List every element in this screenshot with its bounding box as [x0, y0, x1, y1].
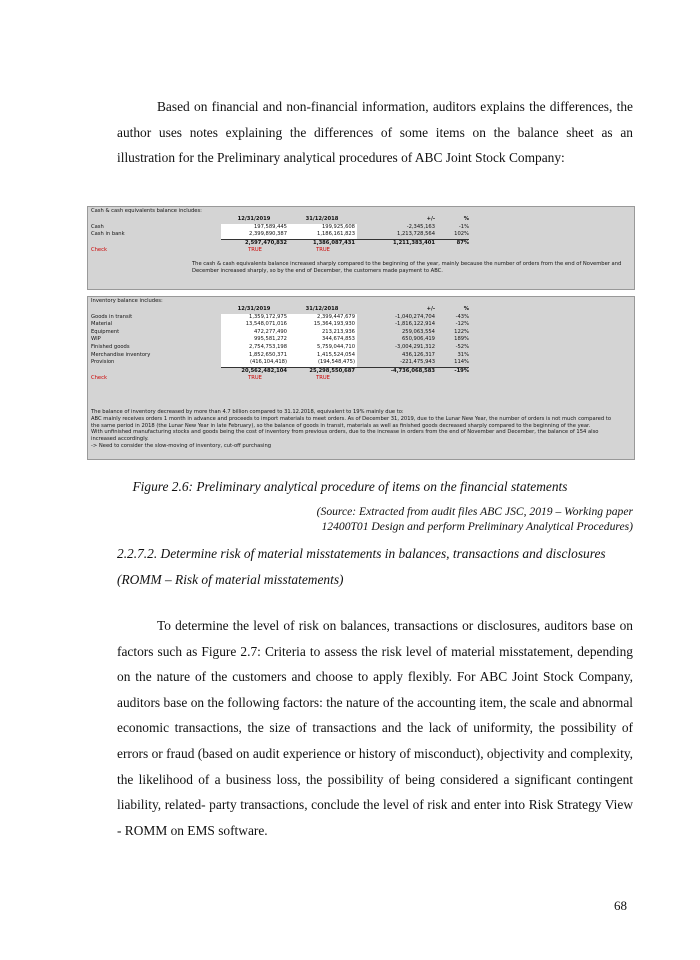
body-paragraph: To determine the level of risk on balances, transactions or disclosures, auditors base on factors such as Figure 2.7: Criteria to assess the risk level of material misstatement, depending on the nature of the customers and choose to apply flexibly. For ABC Joint Stock Company, auditors base on the following factors: the nature of the accounting item, the scale and abnormal economic transactions, the size of transactions and the lack of uniformity, the possibility of errors or fraud (based on audit experience or history of misconduct), objectivity and complexity, the likelihood of a business loss, the possibility of being considered a significant contingent liability, related- party transactions, conclude the level of risk and enter into Risk Strategy View - ROMM on EMS software. — [117, 618, 633, 838]
inventory-table-header: Inventory balance includes: — [91, 298, 163, 304]
table-row: Finished goods 2,754,753,198 5,759,044,710 -3,004,291,312 -52% — [91, 343, 469, 350]
table-row: Material 13,548,071,016 15,364,193,930 -1,816,122,914 -12% — [91, 321, 469, 328]
table-row: Merchandise inventory 1,852,650,371 1,415,524,054 436,126,317 31% — [91, 351, 469, 358]
table-row: Equipment 472,277,490 213,213,936 259,063,554 122% — [91, 328, 469, 335]
col-pct: % — [463, 216, 469, 222]
cash-balance-figure — [87, 206, 635, 290]
figure-source: (Source: Extracted from audit files ABC JSC, 2019 – Working paper 12400T01 Design and perform Preliminary Analytical Procedures) — [316, 505, 633, 533]
intro-paragraph: Based on financial and non-financial information, auditors explains the differences, the author uses notes explaining the differences of some items on the balance sheet as an illustration for the Preliminary analytical procedures of ABC Joint Stock Company: — [117, 99, 633, 166]
col-2019: 12/31/2019 — [237, 216, 271, 222]
inventory-balance-figure — [87, 296, 635, 460]
table-row: WIP 995,581,272 344,674,853 650,906,419 189% — [91, 336, 469, 343]
table-row: Cash in bank 2,399,890,387 1,186,161,823 1,213,728,564 102% — [91, 231, 469, 238]
table-row: Cash 197,589,445 199,925,608 -2,345,163 -1% — [91, 223, 469, 230]
cash-table-header: Cash & cash equivalents balance includes: — [91, 208, 202, 214]
cash-table — [91, 216, 469, 255]
table-row: Goods in transit 1,359,172,975 2,399,447,679 -1,040,274,704 -43% — [91, 313, 469, 320]
page-number: 68 — [614, 898, 627, 913]
total-row: 20,562,482,104 25,298,550,687 -4,736,068,583 -19% — [91, 367, 469, 375]
check-row: Check TRUE TRUE — [91, 375, 330, 382]
check-row: Check TRUE TRUE — [91, 247, 330, 254]
cash-note: The cash & cash equivalents balance increased sharply compared to the beginning of the year, mainly because the number of orders from the end of November and December increased sharply, so by the end of December, the customers made payment to ABC. — [192, 261, 622, 274]
section-heading: 2.2.7.2. Determine risk of material misstatements in balances, transactions and disclosures (ROMM – Risk of material misstatements) — [117, 546, 606, 587]
col-diff: +/- — [426, 216, 435, 222]
table-row: Provision (416,104,418) (194,548,475) -221,475,943 114% — [91, 359, 469, 366]
inventory-notes: The balance of inventory decreased by more than 4.7 billion compared to 31.12.2018, equivalent to 19% mainly due to: ABC mainly receives orders 1 month in advance and proceeds to import materials to meet orders. As of December 31, 2019, due to the Lunar New Year, the number of orders is not much compared to the same period in 2018 (the Lunar New Year in late February), so the balance of goods in transit, materials as well as finished goods decreased sharply compared to the beginning of the year. With unfinished manufacturing stocks and goods being the cost of inventory from previous orders, due to the increase in orders from the end of November and December, the balance of 154 also increased accordingly. -> Need to consider the slow-moving of inventory, cut-off purchasing — [91, 409, 612, 449]
col-2018: 31/12/2018 — [305, 216, 339, 222]
figure-caption: Figure 2.6: Preliminary analytical procedure of items on the financial statements — [132, 479, 568, 494]
inventory-table: 12/31/2019 31/12/2018 +/- % Goods in transit 1,359,172,975 2,399,447,679 -1,040,274,704 -43% Material 13,548,071,016 15,364,193,930 -1,816,122,914 -12% Equipment 472,277,490 213,213,936 259,063,554 122% WIP 995,581,272 344,674,853 650,906,419 189% Finished goods 2,754,753,198 5,759,044,710 -3,004,291,312 -52% Merchandise inventory 1,852,650,371 1,415,524,054 436,126,317 31% Provision (416,104,418) (194,548,475) -221,475,943 114% 20,562,482,104 25,298,550,687 -4,736,068,583 -19% Check TRUE TRUE — [91, 306, 469, 382]
total-row: 2,597,470,832 1,386,087,431 1,211,383,401 87% — [91, 239, 469, 247]
